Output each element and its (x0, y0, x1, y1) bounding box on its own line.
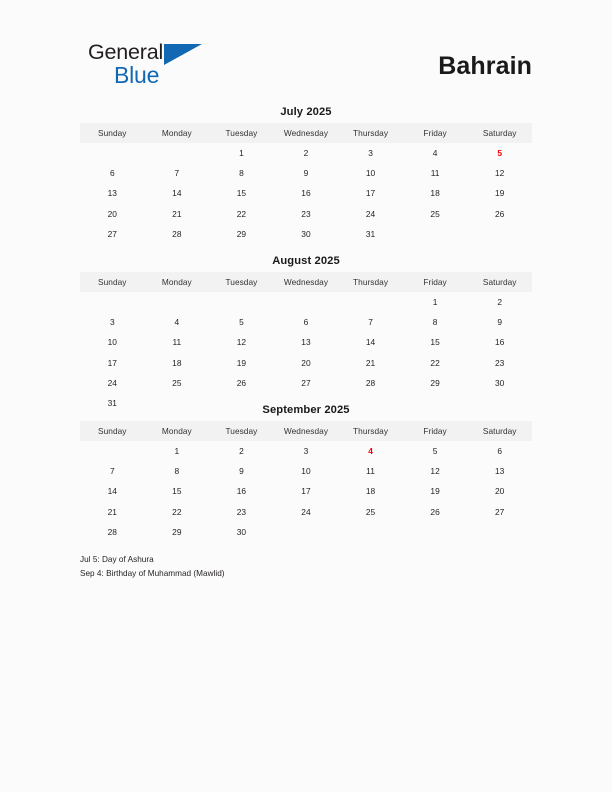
day-cell[interactable]: 23 (301, 208, 311, 219)
week-row (80, 183, 532, 203)
weekday-header: Saturday (467, 123, 532, 143)
weekday-header: Monday (145, 123, 210, 143)
day-cell[interactable]: 4 (174, 317, 180, 328)
day-cell[interactable]: 15 (172, 486, 182, 497)
day-cell[interactable]: 14 (172, 188, 182, 199)
day-cell[interactable]: 4 (368, 446, 373, 457)
day-cell[interactable]: 28 (107, 526, 117, 537)
day-cell[interactable]: 27 (495, 506, 505, 517)
day-cell[interactable]: 1 (174, 446, 180, 457)
day-cell[interactable]: 12 (495, 168, 505, 179)
day-cell[interactable]: 29 (430, 377, 440, 388)
day-cell[interactable]: 7 (109, 466, 115, 477)
week-row (80, 373, 532, 393)
day-cell[interactable]: 25 (365, 506, 376, 517)
day-cell[interactable]: 5 (497, 148, 503, 159)
day-cell[interactable]: 26 (495, 208, 505, 219)
day-cell[interactable]: 31 (365, 228, 376, 239)
day-cell[interactable]: 8 (239, 168, 244, 179)
weekday-header: Monday (145, 421, 210, 441)
day-cell-empty (338, 522, 403, 542)
weekday-header: Thursday (338, 123, 403, 143)
day-cell[interactable]: 22 (430, 357, 440, 368)
day-cell[interactable]: 3 (368, 148, 373, 159)
week-row (80, 332, 532, 352)
month-grid (80, 123, 532, 244)
month-body (80, 441, 532, 542)
day-cell[interactable]: 24 (107, 377, 117, 388)
weekday-header: Friday (403, 123, 468, 143)
day-cell[interactable]: 20 (107, 208, 117, 219)
month-body (80, 143, 532, 244)
weekday-header: Tuesday (209, 123, 274, 143)
weekday-header-row (80, 272, 532, 292)
day-cell[interactable]: 21 (365, 357, 376, 368)
week-row (80, 481, 532, 501)
day-cell[interactable]: 15 (236, 188, 247, 199)
weekday-header: Wednesday (274, 421, 339, 441)
holiday-note: Jul 5: Day of Ashura (80, 555, 154, 564)
weekday-header: Tuesday (209, 272, 274, 292)
day-cell[interactable]: 9 (303, 168, 309, 179)
day-cell[interactable]: 17 (107, 357, 117, 368)
day-cell[interactable]: 9 (497, 317, 503, 328)
day-cell[interactable]: 16 (236, 486, 247, 497)
day-cell[interactable]: 29 (236, 228, 247, 239)
week-row (80, 353, 532, 373)
week-row (80, 441, 532, 461)
weekday-header-row (80, 123, 532, 143)
day-cell[interactable]: 27 (107, 228, 117, 239)
day-cell[interactable]: 14 (107, 486, 117, 497)
day-cell[interactable]: 16 (301, 188, 311, 199)
month-title: August 2025 (272, 255, 340, 267)
day-cell[interactable]: 13 (495, 466, 505, 477)
day-cell[interactable]: 29 (172, 526, 182, 537)
month-grid (80, 272, 532, 413)
day-cell[interactable]: 17 (365, 188, 376, 199)
day-cell[interactable]: 28 (172, 228, 182, 239)
logo-text-general: General (88, 40, 164, 64)
weekday-header: Monday (145, 272, 210, 292)
day-cell[interactable]: 8 (432, 317, 438, 328)
weekday-header: Friday (403, 272, 468, 292)
day-cell[interactable]: 30 (495, 377, 505, 388)
day-cell[interactable]: 24 (301, 506, 311, 517)
day-cell[interactable]: 11 (366, 466, 375, 477)
day-cell-empty (209, 292, 274, 312)
day-cell[interactable]: 18 (365, 486, 376, 497)
day-cell[interactable]: 22 (236, 208, 247, 219)
day-cell[interactable]: 22 (172, 506, 182, 517)
day-cell[interactable]: 5 (239, 317, 244, 328)
day-cell[interactable]: 2 (303, 148, 309, 159)
day-cell[interactable]: 16 (495, 337, 505, 348)
day-cell-empty (274, 522, 339, 542)
day-cell[interactable]: 13 (107, 188, 117, 199)
day-cell-empty (403, 224, 468, 244)
day-cell[interactable]: 7 (368, 317, 373, 328)
day-cell[interactable]: 1 (432, 297, 438, 308)
month-block-september (80, 404, 532, 542)
day-cell[interactable]: 27 (301, 377, 311, 388)
day-cell[interactable]: 14 (365, 337, 376, 348)
day-cell[interactable]: 21 (172, 208, 182, 219)
day-cell[interactable]: 21 (107, 506, 117, 517)
day-cell-empty (467, 224, 532, 244)
month-title: September 2025 (262, 404, 350, 416)
day-cell[interactable]: 26 (236, 377, 247, 388)
day-cell[interactable]: 11 (172, 337, 182, 348)
day-cell[interactable]: 26 (430, 506, 440, 517)
week-row (80, 461, 532, 481)
day-cell-empty (80, 143, 145, 163)
week-row (80, 224, 532, 244)
day-cell[interactable]: 19 (495, 188, 505, 199)
day-cell[interactable]: 2 (497, 297, 503, 308)
day-cell-empty (467, 522, 532, 542)
day-cell[interactable]: 1 (239, 148, 244, 159)
day-cell[interactable]: 23 (236, 506, 247, 517)
weekday-header: Friday (403, 421, 468, 441)
day-cell[interactable]: 11 (430, 168, 440, 179)
week-row (80, 292, 532, 312)
day-cell[interactable]: 20 (301, 357, 311, 368)
general-blue-logo (88, 38, 288, 94)
page-title: Bahrain (438, 52, 532, 80)
day-cell[interactable]: 28 (365, 377, 376, 388)
holiday-note: Sep 4: Birthday of Muhammad (Mawlid) (80, 569, 225, 579)
day-cell-empty (80, 292, 145, 312)
day-cell[interactable]: 4 (432, 148, 438, 159)
day-cell[interactable]: 5 (432, 446, 438, 457)
day-cell[interactable]: 8 (174, 466, 180, 477)
page-header (80, 38, 532, 96)
day-cell[interactable]: 25 (172, 377, 182, 388)
day-cell[interactable]: 10 (365, 168, 376, 179)
day-cell[interactable]: 31 (107, 398, 117, 409)
day-cell[interactable]: 23 (495, 357, 505, 368)
holiday-notes (80, 553, 532, 581)
day-cell-empty (145, 292, 210, 312)
week-row (80, 312, 532, 332)
day-cell[interactable]: 12 (236, 337, 247, 348)
day-cell[interactable]: 17 (301, 486, 311, 497)
day-cell[interactable]: 7 (174, 168, 180, 179)
logo-triangle-icon (164, 44, 202, 65)
day-cell[interactable]: 20 (495, 486, 505, 497)
day-cell[interactable]: 3 (303, 446, 309, 457)
day-cell[interactable]: 15 (430, 337, 440, 348)
day-cell[interactable]: 19 (236, 357, 247, 368)
month-block-july (80, 106, 532, 244)
weekday-header: Wednesday (274, 123, 339, 143)
week-row (80, 163, 532, 183)
month-block-august (80, 255, 532, 413)
month-grid (80, 421, 532, 542)
day-cell[interactable]: 6 (303, 317, 309, 328)
day-cell[interactable]: 2 (239, 446, 244, 457)
weekday-header: Sunday (80, 123, 145, 143)
weekday-header: Saturday (467, 272, 532, 292)
day-cell[interactable]: 6 (497, 446, 503, 457)
week-row (80, 502, 532, 522)
weekday-header: Tuesday (209, 421, 274, 441)
day-cell-empty (403, 522, 468, 542)
weekday-header: Thursday (338, 272, 403, 292)
day-cell[interactable]: 9 (239, 466, 244, 477)
day-cell[interactable]: 6 (109, 168, 115, 179)
day-cell[interactable]: 30 (236, 526, 247, 537)
day-cell[interactable]: 18 (172, 357, 182, 368)
month-body (80, 292, 532, 413)
weekday-header: Sunday (80, 421, 145, 441)
day-cell-empty (338, 292, 403, 312)
week-row (80, 143, 532, 163)
weekday-header: Saturday (467, 421, 532, 441)
day-cell[interactable]: 18 (430, 188, 440, 199)
day-cell-empty (145, 143, 210, 163)
month-title: July 2025 (280, 106, 332, 118)
day-cell[interactable]: 12 (430, 466, 440, 477)
day-cell[interactable]: 10 (107, 337, 117, 348)
day-cell-empty (274, 292, 339, 312)
day-cell-empty (80, 441, 145, 461)
week-row (80, 204, 532, 224)
weekday-header-row (80, 421, 532, 441)
day-cell[interactable]: 10 (301, 466, 311, 477)
logo-text-blue: Blue (114, 62, 160, 88)
weekday-header: Sunday (80, 272, 145, 292)
day-cell[interactable]: 24 (365, 208, 376, 219)
day-cell[interactable]: 19 (430, 486, 440, 497)
day-cell[interactable]: 3 (109, 317, 115, 328)
weekday-header: Thursday (338, 421, 403, 441)
day-cell[interactable]: 30 (301, 228, 311, 239)
week-row (80, 522, 532, 542)
day-cell[interactable]: 25 (430, 208, 440, 219)
day-cell[interactable]: 13 (301, 337, 311, 348)
weekday-header: Wednesday (274, 272, 339, 292)
